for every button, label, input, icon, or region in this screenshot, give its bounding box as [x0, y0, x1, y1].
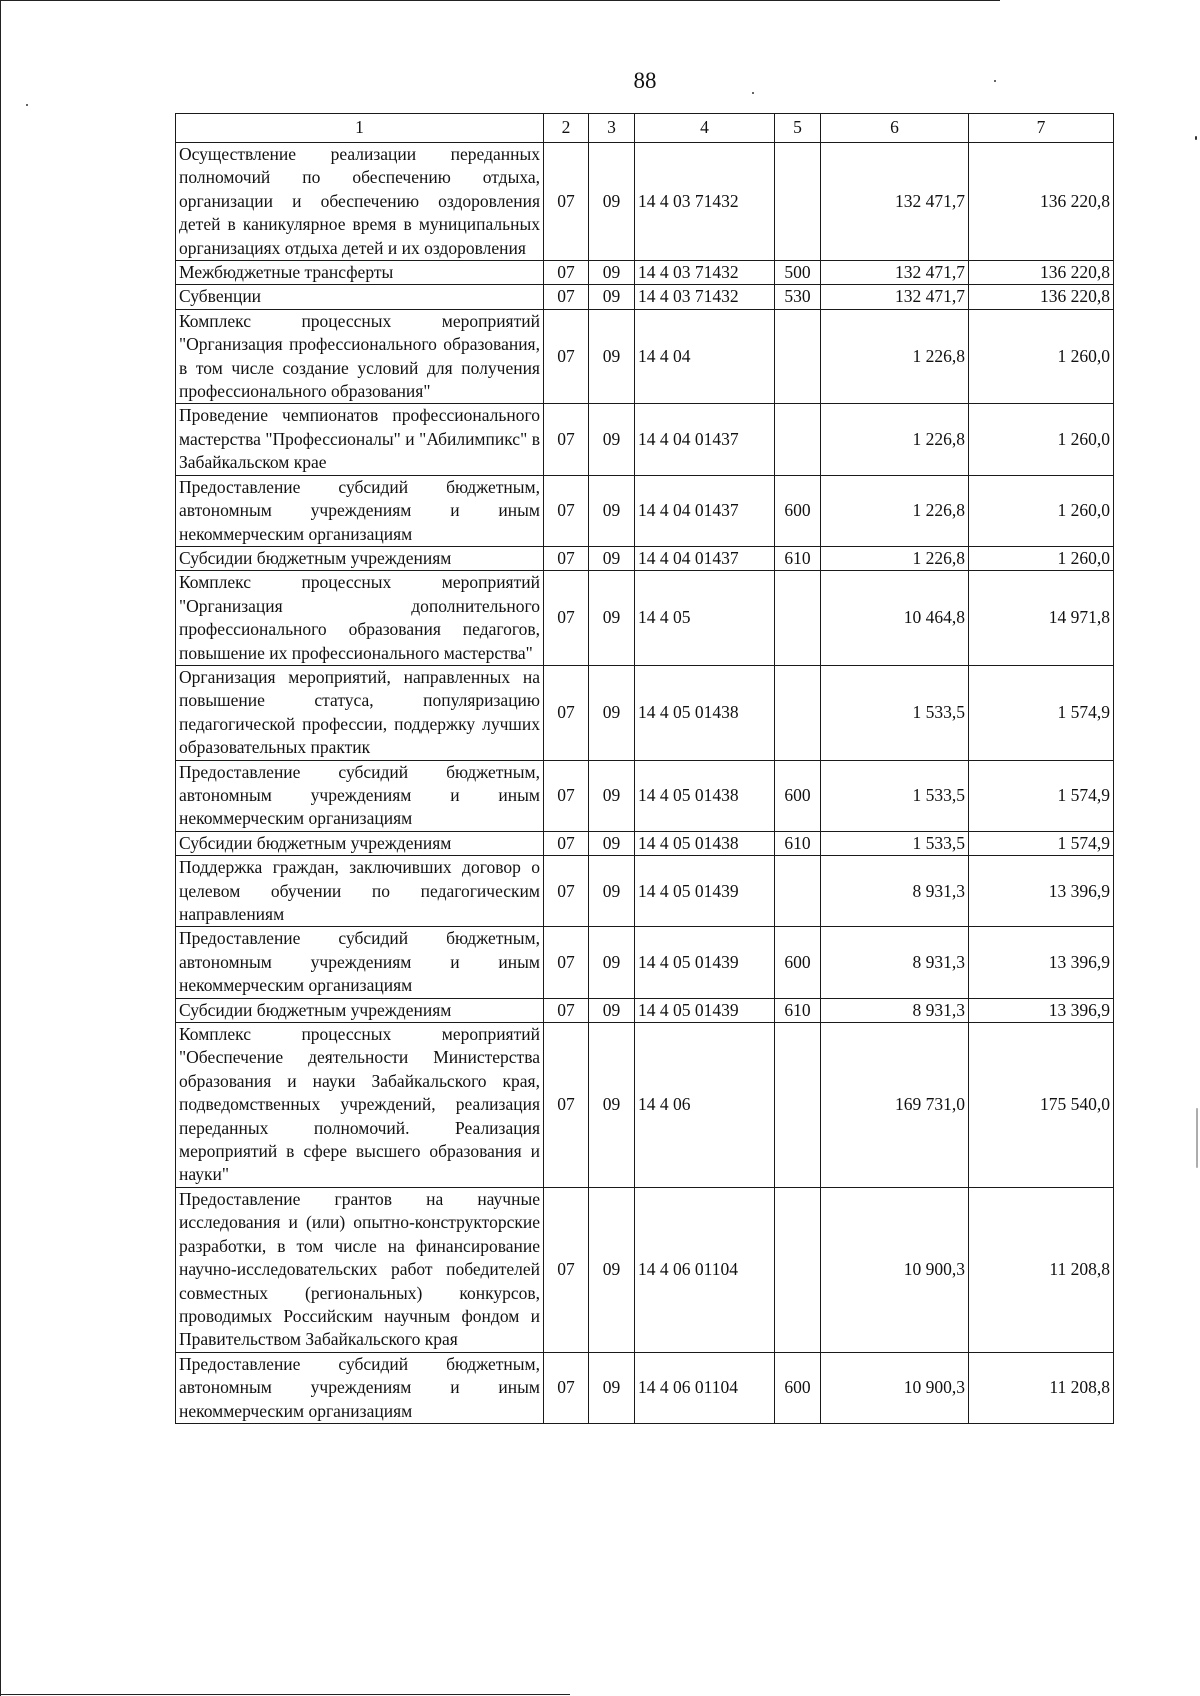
table-row: [176, 831, 1114, 855]
row-amount-year-1: 132 471,7: [821, 285, 969, 309]
table-row: [176, 927, 1114, 998]
table-row: [176, 571, 1114, 666]
row-amount-year-2: 136 220,8: [969, 143, 1114, 261]
row-amount-year-2: 1 574,9: [969, 831, 1114, 855]
row-name: Проведение чемпионатов профессионального мастерства "Профессионалы" и "Абилимпикс" в Забайкальском крае: [176, 404, 544, 475]
row-amount-year-1: 1 226,8: [821, 404, 969, 475]
row-amount-year-2: 13 396,9: [969, 856, 1114, 927]
row-amount-year-2: 11 208,8: [969, 1352, 1114, 1423]
row-section: 07: [544, 143, 589, 261]
row-section: 07: [544, 998, 589, 1022]
row-amount-year-2: 14 971,8: [969, 571, 1114, 666]
row-amount-year-2: 136 220,8: [969, 285, 1114, 309]
row-target-code: 14 4 04: [635, 309, 775, 404]
row-amount-year-2: 1 574,9: [969, 760, 1114, 831]
table-row: [176, 261, 1114, 285]
row-section: 07: [544, 309, 589, 404]
row-section: 07: [544, 856, 589, 927]
row-subsection: 09: [589, 998, 635, 1022]
row-amount-year-1: 1 226,8: [821, 475, 969, 546]
row-target-code: 14 4 05 01439: [635, 856, 775, 927]
row-target-code: 14 4 05 01438: [635, 760, 775, 831]
row-target-code: 14 4 06: [635, 1023, 775, 1188]
row-amount-year-1: 1 533,5: [821, 760, 969, 831]
header-col-6: 6: [821, 114, 969, 143]
row-name: Комплекс процессных мероприятий "Организация профессионального образования, в том числе создание условий для получения профессионального образования": [176, 309, 544, 404]
row-target-code: 14 4 04 01437: [635, 404, 775, 475]
row-expense-type: 610: [775, 998, 821, 1022]
row-name: Субвенции: [176, 285, 544, 309]
table-row: [176, 1352, 1114, 1423]
row-target-code: 14 4 05 01439: [635, 998, 775, 1022]
row-name: Поддержка граждан, заключивших договор о целевом обучении по педагогическим направлениям: [176, 856, 544, 927]
row-expense-type: 500: [775, 261, 821, 285]
row-amount-year-1: 10 900,3: [821, 1187, 969, 1352]
row-subsection: 09: [589, 856, 635, 927]
row-section: 07: [544, 285, 589, 309]
row-amount-year-1: 1 226,8: [821, 546, 969, 570]
table-row: [176, 143, 1114, 261]
row-name: Организация мероприятий, направленных на повышение статуса, популяризацию педагогической профессии, поддержку лучших образовательных практик: [176, 665, 544, 760]
row-target-code: 14 4 03 71432: [635, 285, 775, 309]
table-row: [176, 475, 1114, 546]
header-col-5: 5: [775, 114, 821, 143]
row-expense-type: [775, 571, 821, 666]
row-amount-year-1: 8 931,3: [821, 998, 969, 1022]
row-name: Субсидии бюджетным учреждениям: [176, 831, 544, 855]
scan-speck: [1196, 1108, 1198, 1168]
row-expense-type: 610: [775, 546, 821, 570]
header-row: [176, 114, 1114, 143]
row-subsection: 09: [589, 261, 635, 285]
row-section: 07: [544, 927, 589, 998]
row-target-code: 14 4 04 01437: [635, 546, 775, 570]
row-subsection: 09: [589, 285, 635, 309]
row-section: 07: [544, 475, 589, 546]
row-expense-type: 600: [775, 475, 821, 546]
row-amount-year-2: 136 220,8: [969, 261, 1114, 285]
row-section: 07: [544, 665, 589, 760]
row-subsection: 09: [589, 665, 635, 760]
table-row: [176, 285, 1114, 309]
header-col-1: 1: [176, 114, 544, 143]
row-expense-type: [775, 404, 821, 475]
table-row: [176, 856, 1114, 927]
row-name: Комплекс процессных мероприятий "Организация дополнительного профессионального образования педагогов, повышение их профессионального мастерства": [176, 571, 544, 666]
row-section: 07: [544, 760, 589, 831]
table-row: [176, 1187, 1114, 1352]
row-expense-type: 600: [775, 1352, 821, 1423]
table-row: [176, 1023, 1114, 1188]
row-amount-year-2: 1 260,0: [969, 404, 1114, 475]
row-expense-type: [775, 856, 821, 927]
header-col-7: 7: [969, 114, 1114, 143]
row-expense-type: [775, 309, 821, 404]
row-subsection: 09: [589, 927, 635, 998]
scan-edge-left: [0, 0, 1, 1696]
row-amount-year-2: 11 208,8: [969, 1187, 1114, 1352]
row-name: Комплекс процессных мероприятий "Обеспечение деятельности Министерства образования и науки Забайкальского края, подведомственных учреждений, реализация переданных полномочий. Реализация мероприятий в сфере высшего образования и науки": [176, 1023, 544, 1188]
row-amount-year-1: 10 464,8: [821, 571, 969, 666]
row-amount-year-2: 1 260,0: [969, 309, 1114, 404]
header-col-4: 4: [635, 114, 775, 143]
header-col-2: 2: [544, 114, 589, 143]
row-amount-year-2: 13 396,9: [969, 927, 1114, 998]
table-body: [176, 143, 1114, 1424]
row-name: Предоставление субсидий бюджетным, автономным учреждениям и иным некоммерческим организациям: [176, 760, 544, 831]
row-name: Предоставление субсидий бюджетным, автономным учреждениям и иным некоммерческим организациям: [176, 475, 544, 546]
row-amount-year-2: 175 540,0: [969, 1023, 1114, 1188]
table-row: [176, 665, 1114, 760]
row-amount-year-2: 1 260,0: [969, 475, 1114, 546]
row-amount-year-1: 8 931,3: [821, 927, 969, 998]
row-amount-year-1: 1 533,5: [821, 665, 969, 760]
row-subsection: 09: [589, 831, 635, 855]
row-amount-year-1: 169 731,0: [821, 1023, 969, 1188]
row-amount-year-2: 13 396,9: [969, 998, 1114, 1022]
row-subsection: 09: [589, 1187, 635, 1352]
row-subsection: 09: [589, 1352, 635, 1423]
row-expense-type: 600: [775, 760, 821, 831]
table-row: [176, 309, 1114, 404]
row-section: 07: [544, 571, 589, 666]
row-expense-type: 610: [775, 831, 821, 855]
row-subsection: 09: [589, 1023, 635, 1188]
row-expense-type: [775, 1187, 821, 1352]
row-name: Предоставление субсидий бюджетным, автономным учреждениям и иным некоммерческим организациям: [176, 1352, 544, 1423]
row-amount-year-1: 132 471,7: [821, 261, 969, 285]
row-subsection: 09: [589, 404, 635, 475]
row-subsection: 09: [589, 143, 635, 261]
row-target-code: 14 4 05 01438: [635, 831, 775, 855]
row-amount-year-1: 10 900,3: [821, 1352, 969, 1423]
row-amount-year-1: 1 533,5: [821, 831, 969, 855]
row-subsection: 09: [589, 571, 635, 666]
scan-speck: [1195, 136, 1197, 140]
row-name: Предоставление грантов на научные исследования и (или) опытно-конструкторские разработки, в том числе на финансирование научно-исследовательских работ победителей совместных (региональных) конкурсов, проводимых Российским научным фондом и Правительством Забайкальского края: [176, 1187, 544, 1352]
row-target-code: 14 4 03 71432: [635, 261, 775, 285]
row-amount-year-2: 1 574,9: [969, 665, 1114, 760]
row-section: 07: [544, 261, 589, 285]
row-expense-type: [775, 665, 821, 760]
scan-speck: [26, 104, 28, 106]
row-target-code: 14 4 05: [635, 571, 775, 666]
row-expense-type: 530: [775, 285, 821, 309]
table-row: [176, 760, 1114, 831]
row-subsection: 09: [589, 546, 635, 570]
row-section: 07: [544, 831, 589, 855]
row-section: 07: [544, 546, 589, 570]
row-amount-year-1: 8 931,3: [821, 856, 969, 927]
row-target-code: 14 4 05 01438: [635, 665, 775, 760]
row-target-code: 14 4 06 01104: [635, 1187, 775, 1352]
table-row: [176, 998, 1114, 1022]
scan-edge-top: [0, 0, 1000, 1]
row-expense-type: [775, 143, 821, 261]
scan-edge-bottom: [0, 1694, 570, 1695]
row-subsection: 09: [589, 475, 635, 546]
row-subsection: 09: [589, 760, 635, 831]
row-target-code: 14 4 05 01439: [635, 927, 775, 998]
row-target-code: 14 4 06 01104: [635, 1352, 775, 1423]
table-row: [176, 546, 1114, 570]
row-subsection: 09: [589, 309, 635, 404]
row-target-code: 14 4 04 01437: [635, 475, 775, 546]
row-section: 07: [544, 1187, 589, 1352]
row-section: 07: [544, 1352, 589, 1423]
row-expense-type: [775, 1023, 821, 1188]
row-section: 07: [544, 404, 589, 475]
row-amount-year-2: 1 260,0: [969, 546, 1114, 570]
row-expense-type: 600: [775, 927, 821, 998]
row-amount-year-1: 1 226,8: [821, 309, 969, 404]
budget-table: [175, 113, 1114, 1424]
row-target-code: 14 4 03 71432: [635, 143, 775, 261]
row-section: 07: [544, 1023, 589, 1188]
row-name: Субсидии бюджетным учреждениям: [176, 998, 544, 1022]
row-name: Предоставление субсидий бюджетным, автономным учреждениям и иным некоммерческим организациям: [176, 927, 544, 998]
row-name: Межбюджетные трансферты: [176, 261, 544, 285]
row-name: Субсидии бюджетным учреждениям: [176, 546, 544, 570]
header-col-3: 3: [589, 114, 635, 143]
table-row: [176, 404, 1114, 475]
row-name: Осуществление реализации переданных полномочий по обеспечению отдыха, организации и обеспечению оздоровления детей в каникулярное время в муниципальных организациях отдыха детей и их оздоровления: [176, 143, 544, 261]
row-amount-year-1: 132 471,7: [821, 143, 969, 261]
page-number: 88: [633, 68, 657, 93]
